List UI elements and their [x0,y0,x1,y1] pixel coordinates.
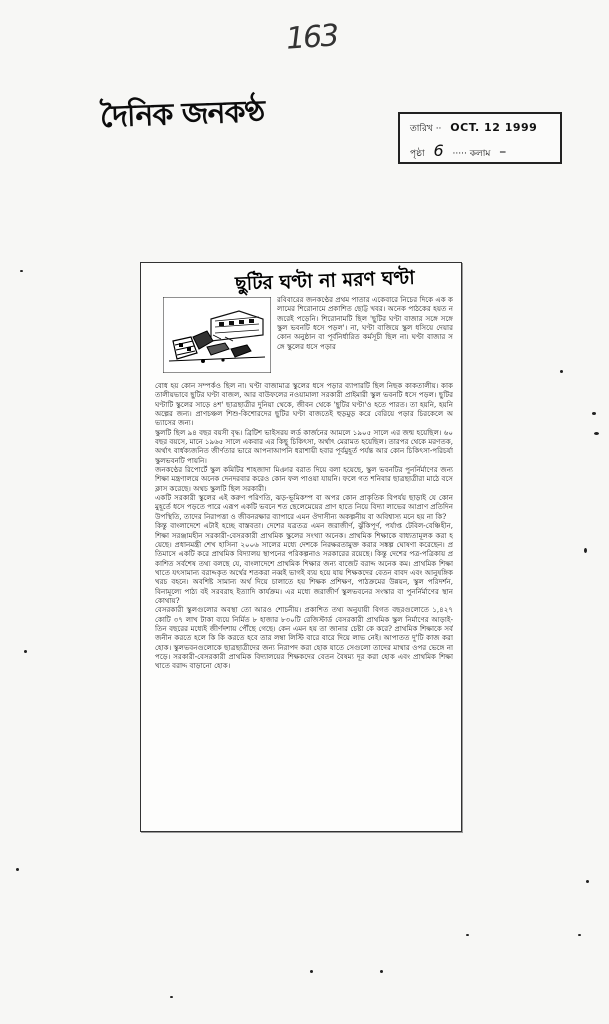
scan-speck [16,868,19,871]
article-paragraph: একটি সরকারী স্কুলের এই করুণ পরিণতি, ঝড়-ভূমিকম্প বা অপর কোন প্রাকৃতিক বিপর্যয় ছাড়াই যে কোন মুহূর্তে ধসে পড়তে পারে এরূপ একটি ভবনে শত ছেলেমেয়ের প্রাণ হাতে নিয়ে বিদ্যা লাভের আপ্রাণ প্রতিদিন উপস্থিতি, তাদের নিরাপত্তা ও জীবনরক্ষার ব্যাপারে এমন ঔদাসীন্য অকল্পনীয় বা অবিশ্বাস্য মনে হয় না কি? [155,493,453,521]
article-body [155,381,453,823]
article-paragraph: জনকণ্ঠের রিপোর্টে স্কুল কমিটির শাহজাদা মিঞার বরাত দিয়ে বলা হয়েছে, স্কুল ভবনটির পুনর্নির্মাণের জন্য শিক্ষা মন্ত্রণালয়ে অনেক দেনদরবার করেও কোন ফল পাওয়া যায়নি। ফলে গত শনিবার ছাত্রছাত্রীরা মাঠে বসে ক্লাস করেছে। অথচ স্কুলটি ছিল সরকারী। [155,465,453,493]
scan-speck [380,970,383,973]
article-paragraph: স্কুলটি ছিল ৯৪ বছর বয়সী বৃদ্ধ। ব্রিটিশ ভাইসরয় লর্ড কার্জনের আমলে ১৯০৫ সালে এর জন্ম হয়েছিল। ৬০ বছর বয়সে, মানে ১৯৬৫ সালে একবার এর কিছু চিকিৎসা, অর্থাৎ মেরামত হয়েছিল। তারপর থেকে মরণতক, অর্থাৎ বার্ধক্যজনিত জীর্ণতার ভারে আপনাআপনি ধরাশায়ী হবার পূর্বমুহূর্ত পর্যন্ত আর কোন চিকিৎসা-পরিচর্যা স্কুলভবনটি পায়নি। [155,427,453,465]
stamp-date-row: তারিখ ·· OCT. 12 1999 [410,121,538,134]
article-paragraph: বেসরকারী স্কুলগুলোর অবস্থা তো আরও শোচনীয়। প্রকাশিত তথ্য অনুযায়ী বিগত বছরগুলোতে ১,৪২৭ কোটি ৩৭ লাখ টাকা ব্যয়ে নির্মিত ৮ হাজার ৮৩০টি রেজিস্টার্ড বেসরকারী প্রাথমিক স্কুল নির্মাণের আড়াই-তিন বছরের মধ্যেই জীর্ণদশায় পৌঁছে গেছে। কেন এমন হয় তা জানার চেষ্টা কে করে? প্রাথমিক শিক্ষাকে সর্বজনীন করতে হলে কি কি করতে হবে তার লম্বা লিস্টি বারে বারে দিয়ে লাভ নেই। আপাতত দু'টি কাজ করা হোক। স্কুলভবনগুলোকে ছাত্রছাত্রীদের জন্য নিরাপদ করা হোক যাতে সেগুলো তাদের মাথার ওপর ভেঙ্গে না পড়ে। সরকারী-বেসরকারী প্রাথমিক বিদ্যালয়ের শিক্ষকদের বেতন বৈষম্য দূর করা হোক এবং প্রাথমিক শিক্ষা খাতে বরাদ্দ বাড়ানো হোক। [155,605,453,671]
scan-speck [592,412,596,415]
article-clipping [140,262,462,832]
scan-speck [20,270,23,272]
date-stamp [398,112,562,164]
stamp-page-label: পৃষ্ঠা [410,149,425,159]
handwritten-page-number: 163 [284,18,339,57]
scan-speck [584,548,587,553]
collapsed-school-illustration-icon [163,297,271,373]
stamp-page-value: 6 [433,141,444,160]
scan-speck [310,970,313,973]
scan-speck [578,934,581,936]
stamp-column-value: – [499,144,507,160]
stamp-page-row: পৃষ্ঠা 6 ····· কলাম – [410,141,507,160]
stamp-date-value: OCT. 12 1999 [450,121,538,134]
scan-speck [170,996,173,998]
stamp-date-label: তারিখ [410,124,433,134]
article-paragraph: বোধ হয় কোন সম্পর্কও ছিল না। ঘণ্টা বাজামাত্র স্কুলের ধসে পড়ার ব্যাপারটি ছিল নিছক কাকতালীয়। কাকতালীয়ভাবে ছুটির ঘণ্টা বাজল, আর বাউফলের নওয়ামালা সরকারী প্রাইমারী স্কুল ভবনটি ধসে পড়ল। ছুটির ঘণ্টাটি স্কুলের সাড়ে ৪শ' ছাত্রছাত্রীর দুনিয়া থেকে, জীবন থেকে 'ছুটির ঘণ্টা'ও হতে পারত। তা হয়নি, হয়নি অল্পের জন্য। প্রাণচঞ্চল শিশু-কিশোরদের ছুটির ঘণ্টা বাজতেই হুড়মুড় করে বেরিয়ে পড়ার চিরকেলে অভ্যাসের জন্য। [155,381,453,428]
scan-speck [594,432,599,435]
newspaper-logo: দৈনিক জনকণ্ঠ [99,94,265,135]
article-intro: রবিবারের জনকণ্ঠের প্রথম পাতার একেবারে নিচের দিকে এক কলামের শিরোনামে প্রকাশিত ছোট্ট খবর। অনেক পাঠকের হয়ত নজরেই পড়েনি। শিরোনামটি ছিল 'ছুটির ঘণ্টা বাজার সঙ্গে সঙ্গে স্কুল ভবনটি ধসে পড়ল'। না, ঘণ্টা বাজিয়ে স্কুল ধসিয়ে দেয়ার কোন অনুষ্ঠান বা পূর্বনির্ধারিত কর্মসূচী ছিল না। ঘণ্টা বাজার সঙ্গে স্কুলের ধসে পড়ার [277,295,453,351]
scan-speck [24,650,27,653]
article-headline: ছুটির ঘণ্টা না মরণ ঘণ্টা [234,266,416,296]
scan-speck [586,880,589,883]
scan-speck [466,934,469,936]
stamp-column-label: কলাম [469,149,491,159]
article-paragraph: কিন্তু বাংলাদেশে এটাই হচ্ছে বাস্তবতা। দেশের যত্রতত্র এমন জরাজীর্ণ, ঝুঁকিপূর্ণ, পর্যাপ্ত টেবিল-বেঞ্চিহীন, শিক্ষা সরঞ্জামহীন সরকারী-বেসরকারী প্রাথমিক স্কুলের সংখ্যা অনেক। প্রাথমিক শিক্ষাকে বাধ্যতামূলক করা হয়েছে। প্রধানমন্ত্রী শেখ হাসিনা ২০০৬ সালের মধ্যে দেশকে নিরক্ষরতামুক্ত করার সঙ্কল্প ঘোষণা করেছেন। প্রতিমাসে একটি করে প্রাথমিক বিদ্যালয় স্থাপনের পরিকল্পনাও সরকারের রয়েছে। কিন্তু দেশের পত্র-পত্রিকায় প্রকাশিত সর্বশেষ তথ্য বলছে যে, বাংলাদেশে প্রাথমিক শিক্ষার জন্য বাজেট বরাদ্দ অনেক কম। প্রাথমিক শিক্ষা খাতে যৎসামান্য বরাদ্দকৃত অর্থের শতকরা নব্বই ভাগই ব্যয় হয়ে যায় শিক্ষকদের বেতন বাবদ এবং আনুষঙ্গিক খরচ বহনে। অবশিষ্ট সামান্য অর্থ দিয়ে চালাতে হয় শিক্ষক প্রশিক্ষণ, পাঠক্রমের উন্নয়ন, স্কুল পরিদর্শন, বিনামূল্যে পাঠ্য বই সরবরাহ ইত্যাদি কার্যক্রম। এর মধ্যে জরাজীর্ণ স্কুলভবনের সংস্কার বা পুনর্নির্মাণের স্থান কোথায়? [155,521,453,605]
scan-speck [560,370,563,373]
